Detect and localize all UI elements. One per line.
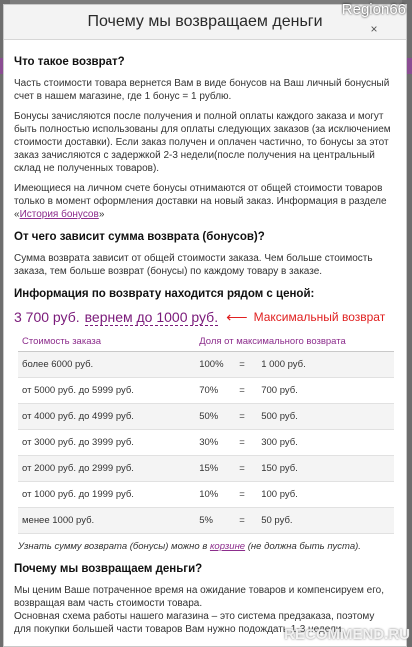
equals-sign: = (235, 482, 257, 508)
section-heading-return-amount: От чего зависит сумма возврата (бонусов)? (14, 231, 265, 243)
paragraph-bonus-crediting: Бонусы зачисляются после получения и полной оплаты каждого заказа и могут быть полностью использованы для оплаты следующих заказов (за исключением стоимости доставки). Если заказ получен и оплачен частично, то бонусы за этот заказ зачисляются с задержкой 2-3 недели(после получения на центральный склад не полученных товаров). (14, 111, 391, 174)
return-amount-label: вернем до 1000 руб. (84, 309, 219, 325)
return-amount: 150 руб. (257, 456, 394, 482)
equals-sign: = (235, 456, 257, 482)
table-row (18, 482, 394, 508)
order-range: от 2000 руб. до 2999 руб. (18, 456, 195, 482)
table-row (18, 508, 394, 534)
table-row (18, 378, 394, 404)
modal-title: Почему мы возвращаем деньги (87, 13, 323, 30)
watermark-bottom: RECOMMEND.RU (284, 626, 410, 643)
order-range: от 4000 руб. до 4999 руб. (18, 404, 195, 430)
section-heading-why-return: Почему мы возвращаем деньги? (14, 563, 203, 575)
return-amount: 500 руб. (257, 404, 394, 430)
share-percent: 5% (195, 508, 235, 534)
order-range: от 3000 руб. до 3999 руб. (18, 430, 195, 456)
equals-sign: = (235, 508, 257, 534)
paragraph-why-2: Основная схема работы нашего магазина – это система предзаказа, поэтому для покупки большей части товаров Вам нужно подождать 1-3 недели. (14, 611, 375, 635)
column-header-share: Доля от максимального возврата (195, 332, 394, 352)
modal-content (4, 40, 406, 636)
bonus-history-link[interactable]: История бонусов (19, 209, 99, 220)
bonus-usage-text-end: » (98, 209, 105, 220)
price-example (14, 311, 394, 324)
table-row (18, 352, 394, 378)
watermark-top: Region66 (341, 1, 406, 18)
equals-sign: = (235, 404, 257, 430)
return-amount: 50 руб. (257, 508, 394, 534)
share-percent: 50% (195, 404, 235, 430)
cart-hint-text: Узнать сумму возврата (бонусы) можно в (18, 541, 210, 552)
max-return-annotation: Максимальный возврат (253, 310, 386, 324)
bonus-usage-text: Имеющиеся на личном счете бонусы отнимаются от общей стоимости товаров только в момент оформления доставки на новый заказ. Информация в разделе « (14, 183, 387, 220)
table-row (18, 456, 394, 482)
share-percent: 30% (195, 430, 235, 456)
share-percent: 100% (195, 352, 235, 378)
order-range: более 6000 руб. (18, 352, 195, 378)
return-amount: 1 000 руб. (257, 352, 394, 378)
paragraph-why-1: Мы ценим Ваше потраченное время на ожидание товаров и компенсируем его, возвращая вам часть стоимости товара. (14, 585, 384, 609)
section-heading-return-info: Информация по возврату находится рядом с ценой: (14, 288, 315, 300)
return-table (18, 332, 394, 534)
table-row (18, 404, 394, 430)
paragraph-bonus-usage (14, 182, 394, 221)
equals-sign: = (235, 430, 257, 456)
cart-link[interactable]: корзине (209, 541, 246, 552)
share-percent: 15% (195, 456, 235, 482)
order-range: от 1000 руб. до 1999 руб. (18, 482, 195, 508)
section-heading-what-is-return: Что такое возврат? (14, 56, 125, 68)
paragraph-return-definition: Часть стоимости товара вернется Вам в виде бонусов на Ваш личный бонусный счет в нашем магазине, где 1 бонус = 1 рублю. (14, 78, 390, 102)
order-range: менее 1000 руб. (18, 508, 195, 534)
equals-sign: = (235, 352, 257, 378)
share-percent: 10% (195, 482, 235, 508)
order-range: от 5000 руб. до 5999 руб. (18, 378, 195, 404)
table-header-row (18, 332, 394, 352)
price-value: 3 700 руб. (14, 309, 80, 325)
arrow-left-icon: ⟵ (226, 309, 248, 326)
close-icon[interactable]: × (370, 22, 378, 36)
table-row (18, 430, 394, 456)
cart-hint-text-end: (не должна быть пуста). (245, 541, 361, 552)
return-amount: 300 руб. (257, 430, 394, 456)
equals-sign: = (235, 378, 257, 404)
info-modal (3, 4, 407, 647)
share-percent: 70% (195, 378, 235, 404)
column-header-order-cost: Стоимость заказа (18, 332, 195, 352)
paragraph-return-amount: Сумма возврата зависит от общей стоимости заказа. Чем больше стоимость заказа, тем больше возврат (бонусы) по каждому товару в заказе. (14, 253, 373, 277)
return-amount: 100 руб. (257, 482, 394, 508)
return-amount: 700 руб. (257, 378, 394, 404)
cart-hint (18, 540, 394, 553)
